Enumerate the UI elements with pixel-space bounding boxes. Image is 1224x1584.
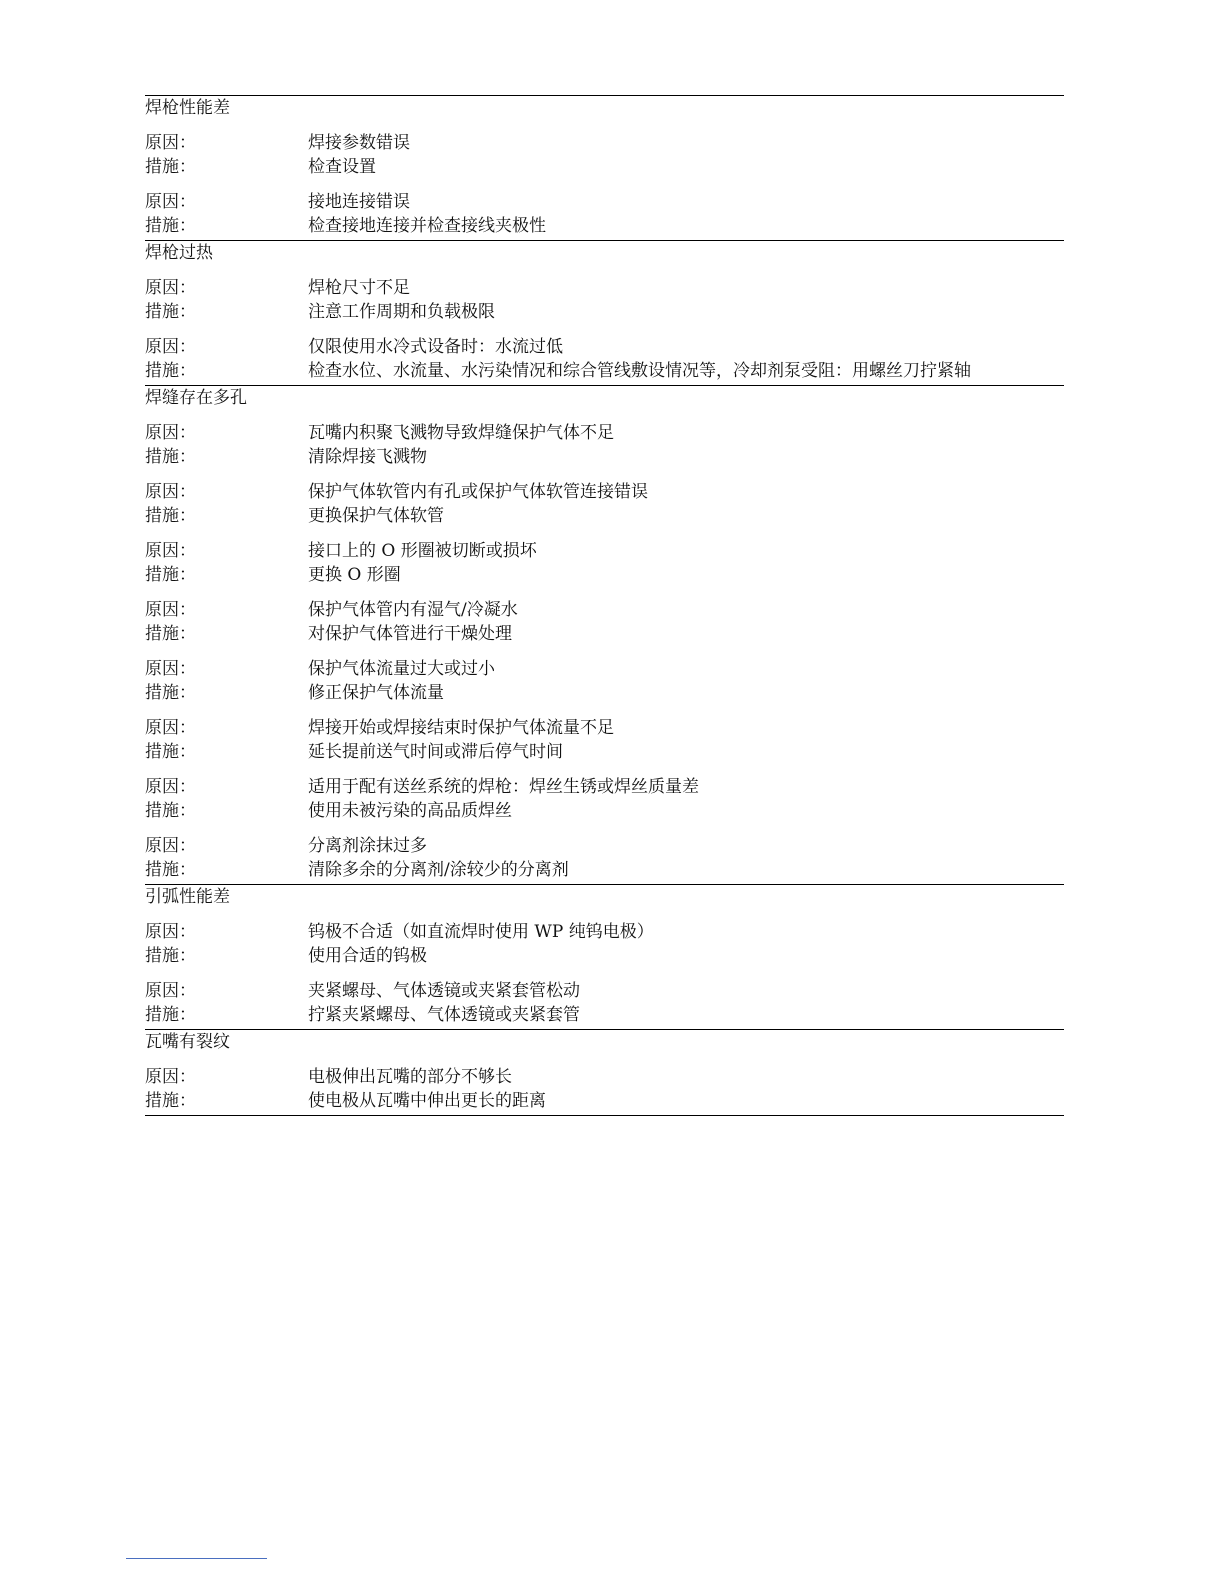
cause-text: 保护气体流量过大或过小 bbox=[308, 659, 495, 679]
cause-action-pair bbox=[145, 480, 1064, 528]
action-row bbox=[145, 858, 1064, 882]
section-title: 焊枪性能差 bbox=[145, 98, 230, 118]
cause-row bbox=[145, 480, 1064, 504]
cause-row bbox=[145, 920, 1064, 944]
action-text: 检查水位、水流量、水污染情况和综合管线敷设情况等，冷却剂泵受阻：用螺丝刀拧紧轴 bbox=[308, 361, 971, 381]
cause-row bbox=[145, 276, 1064, 300]
cause-text: 仅限使用水冷式设备时：水流过低 bbox=[308, 337, 563, 357]
cause-row bbox=[145, 190, 1064, 214]
cause-action-pair bbox=[145, 598, 1064, 646]
cause-action-pair bbox=[145, 979, 1064, 1027]
action-text: 检查接地连接并检查接线夹极性 bbox=[308, 216, 546, 236]
cause-text: 焊枪尺寸不足 bbox=[308, 278, 410, 298]
cause-row bbox=[145, 716, 1064, 740]
cause-action-pair bbox=[145, 131, 1064, 179]
action-row bbox=[145, 445, 1064, 469]
cause-text: 焊接参数错误 bbox=[308, 133, 410, 153]
section-torch-performance bbox=[145, 95, 1064, 238]
cause-row bbox=[145, 657, 1064, 681]
cause-label: 原因： bbox=[145, 836, 196, 856]
troubleshooting-table bbox=[145, 95, 1064, 1116]
cause-row bbox=[145, 1065, 1064, 1089]
cause-label: 原因： bbox=[145, 482, 196, 502]
cause-action-pair bbox=[145, 657, 1064, 705]
action-text: 更换保护气体软管 bbox=[308, 506, 444, 526]
action-row bbox=[145, 563, 1064, 587]
cause-action-pair bbox=[145, 276, 1064, 324]
action-label: 措施： bbox=[145, 302, 196, 322]
cause-label: 原因： bbox=[145, 777, 196, 797]
action-label: 措施： bbox=[145, 1091, 196, 1111]
cause-action-pair bbox=[145, 716, 1064, 764]
action-row bbox=[145, 740, 1064, 764]
action-label: 措施： bbox=[145, 860, 196, 880]
action-row bbox=[145, 799, 1064, 823]
cause-label: 原因： bbox=[145, 922, 196, 942]
action-text: 对保护气体管进行干燥处理 bbox=[308, 624, 512, 644]
cause-label: 原因： bbox=[145, 541, 196, 561]
action-label: 措施： bbox=[145, 624, 196, 644]
action-label: 措施： bbox=[145, 683, 196, 703]
cause-label: 原因： bbox=[145, 659, 196, 679]
action-label: 措施： bbox=[145, 742, 196, 762]
cause-action-pair bbox=[145, 834, 1064, 882]
cause-text: 保护气体管内有湿气/冷凝水 bbox=[308, 600, 518, 620]
cause-row bbox=[145, 421, 1064, 445]
cause-action-pair bbox=[145, 539, 1064, 587]
cause-action-pair bbox=[145, 335, 1064, 383]
cause-row bbox=[145, 131, 1064, 155]
action-label: 措施： bbox=[145, 946, 196, 966]
cause-text: 夹紧螺母、气体透镜或夹紧套管松动 bbox=[308, 981, 580, 1001]
cause-row bbox=[145, 834, 1064, 858]
cause-text: 电极伸出瓦嘴的部分不够长 bbox=[308, 1067, 512, 1087]
cause-row bbox=[145, 598, 1064, 622]
action-row bbox=[145, 681, 1064, 705]
action-row bbox=[145, 155, 1064, 179]
section-title: 焊枪过热 bbox=[145, 243, 213, 263]
cause-text: 瓦嘴内积聚飞溅物导致焊缝保护气体不足 bbox=[308, 423, 614, 443]
cause-text: 分离剂涂抹过多 bbox=[308, 836, 427, 856]
action-label: 措施： bbox=[145, 216, 196, 236]
action-text: 使用合适的钨极 bbox=[308, 946, 427, 966]
action-row bbox=[145, 214, 1064, 238]
action-label: 措施： bbox=[145, 361, 196, 381]
cause-row bbox=[145, 335, 1064, 359]
action-text: 清除多余的分离剂/涂较少的分离剂 bbox=[308, 860, 569, 880]
cause-text: 适用于配有送丝系统的焊枪：焊丝生锈或焊丝质量差 bbox=[308, 777, 699, 797]
cause-action-pair bbox=[145, 775, 1064, 823]
action-text: 检查设置 bbox=[308, 157, 376, 177]
action-label: 措施： bbox=[145, 506, 196, 526]
cause-label: 原因： bbox=[145, 1067, 196, 1087]
cause-row bbox=[145, 775, 1064, 799]
cause-text: 焊接开始或焊接结束时保护气体流量不足 bbox=[308, 718, 614, 738]
action-row bbox=[145, 504, 1064, 528]
action-label: 措施： bbox=[145, 447, 196, 467]
action-label: 措施： bbox=[145, 801, 196, 821]
cause-label: 原因： bbox=[145, 600, 196, 620]
section-nozzle-cracks bbox=[145, 1029, 1064, 1116]
cause-action-pair bbox=[145, 421, 1064, 469]
cause-label: 原因： bbox=[145, 981, 196, 1001]
cause-action-pair bbox=[145, 920, 1064, 968]
action-row bbox=[145, 622, 1064, 646]
cause-row bbox=[145, 979, 1064, 1003]
section-title: 焊缝存在多孔 bbox=[145, 388, 247, 408]
section-porous-weld bbox=[145, 385, 1064, 882]
cause-label: 原因： bbox=[145, 278, 196, 298]
cause-label: 原因： bbox=[145, 337, 196, 357]
cause-label: 原因： bbox=[145, 423, 196, 443]
action-row bbox=[145, 1089, 1064, 1113]
action-text: 清除焊接飞溅物 bbox=[308, 447, 427, 467]
footnote-divider bbox=[126, 1558, 267, 1559]
action-row bbox=[145, 359, 1064, 383]
action-label: 措施： bbox=[145, 1005, 196, 1025]
action-text: 使用未被污染的高品质焊丝 bbox=[308, 801, 512, 821]
action-text: 使电极从瓦嘴中伸出更长的距离 bbox=[308, 1091, 546, 1111]
cause-text: 钨极不合适（如直流焊时使用 WP 纯钨电极） bbox=[308, 922, 654, 942]
cause-label: 原因： bbox=[145, 133, 196, 153]
action-row bbox=[145, 944, 1064, 968]
cause-row bbox=[145, 539, 1064, 563]
section-torch-overheating bbox=[145, 240, 1064, 383]
action-row bbox=[145, 1003, 1064, 1027]
cause-action-pair bbox=[145, 1065, 1064, 1113]
cause-text: 保护气体软管内有孔或保护气体软管连接错误 bbox=[308, 482, 648, 502]
cause-action-pair bbox=[145, 190, 1064, 238]
section-title: 瓦嘴有裂纹 bbox=[145, 1032, 230, 1052]
section-title: 引弧性能差 bbox=[145, 887, 230, 907]
cause-label: 原因： bbox=[145, 192, 196, 212]
action-text: 修正保护气体流量 bbox=[308, 683, 444, 703]
action-label: 措施： bbox=[145, 565, 196, 585]
cause-label: 原因： bbox=[145, 718, 196, 738]
action-row bbox=[145, 300, 1064, 324]
action-label: 措施： bbox=[145, 157, 196, 177]
cause-text: 接口上的 O 形圈被切断或损坏 bbox=[308, 541, 537, 561]
section-arc-ignition bbox=[145, 884, 1064, 1027]
action-text: 注意工作周期和负载极限 bbox=[308, 302, 495, 322]
action-text: 延长提前送气时间或滞后停气时间 bbox=[308, 742, 563, 762]
action-text: 拧紧夹紧螺母、气体透镜或夹紧套管 bbox=[308, 1005, 580, 1025]
cause-text: 接地连接错误 bbox=[308, 192, 410, 212]
action-text: 更换 O 形圈 bbox=[308, 565, 401, 585]
